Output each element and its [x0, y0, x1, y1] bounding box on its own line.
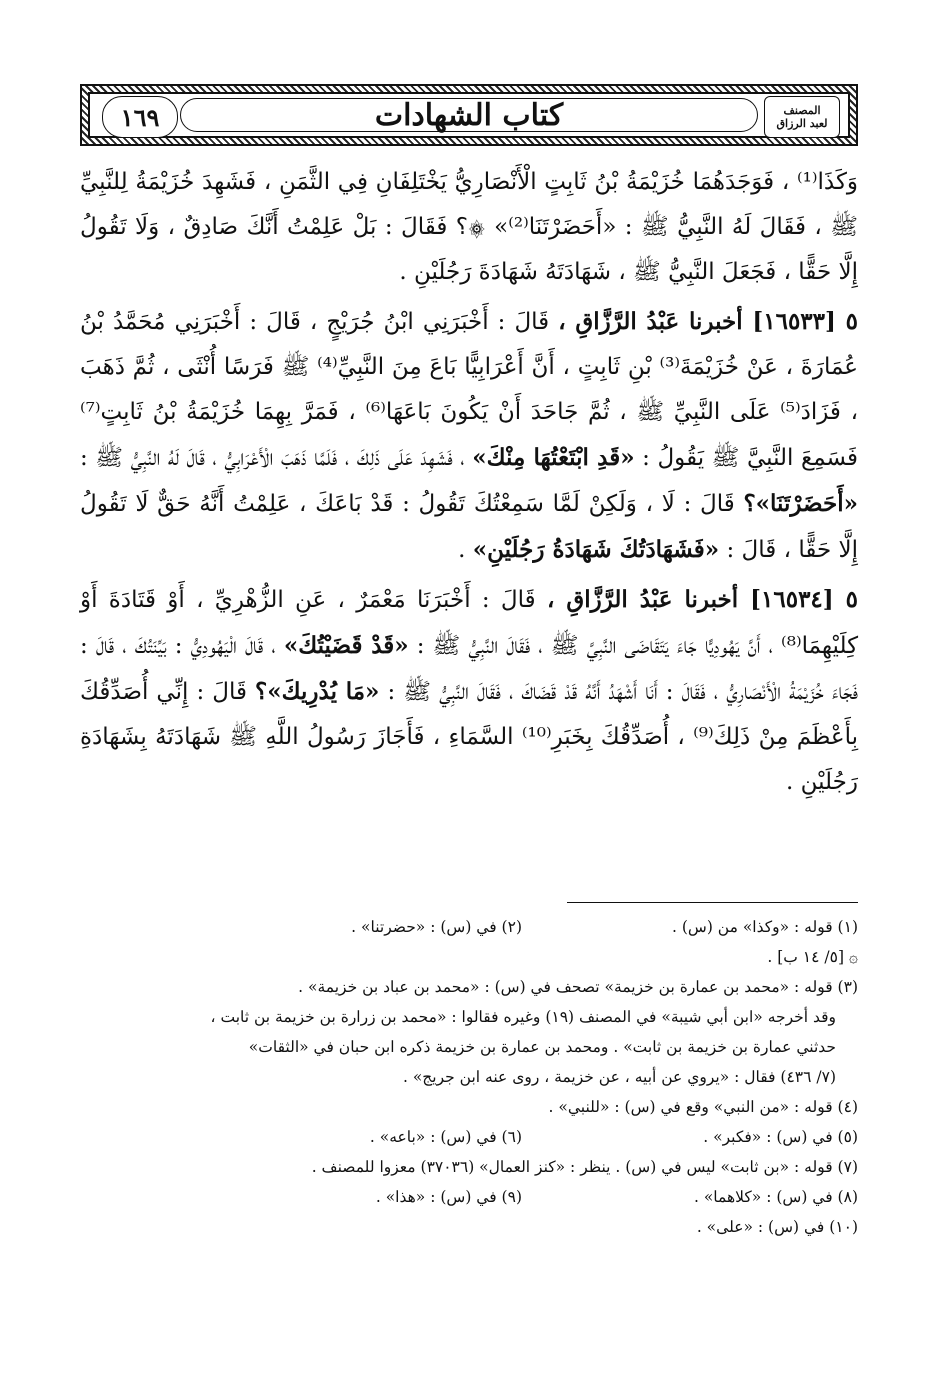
- footnote-3-cont-1: وقد أخرجه «ابن أبي شيبة» في المصنف (١٩) وغيره فقالوا : «محمد بن زرارة بن خزيمة بن ثابت ،: [210, 1008, 836, 1026]
- emblem-line-1: المصنف: [783, 104, 821, 117]
- hadith-16533-quote-2: «أَحَضَرْتَنَا»؟: [743, 490, 858, 517]
- footnote-folio-mark: ۞ [٥/ ١٤ ب] .: [767, 948, 858, 966]
- hadith-16534-quote-2: «مَا يُدْرِيكَ»؟: [255, 678, 380, 705]
- main-text: [80, 160, 858, 809]
- header-inner-border: [88, 92, 850, 138]
- footnote-10: (١٠) في (س) : «على» .: [696, 1218, 858, 1236]
- hadith-16533-quote-3: «فَشَهَادَتُكَ شَهَادَةُ رَجُلَيْنِ»: [472, 536, 720, 563]
- footnote-row-1-2: [180, 912, 858, 942]
- para1-line1: وَكَذَا⁽¹⁾ ، فَوَجَدَهُمَا خُزَيْمَةُ بْنُ ثَابِتٍ الْأَنْصَارِيُّ يَخْتَلِفَانِ فِي الثَّمَنِ ، فَشَهِدَ خُزَيْمَةُ: [135, 169, 859, 195]
- hadith-16533-isnad: ٥ [١٦٥٣٣] أخبرنا عَبْدُ الرَّزَّاقِ ،: [558, 308, 858, 335]
- paragraph-1: [80, 160, 858, 295]
- hadith-16534-isnad: ٥ [١٦٥٣٤] أخبرنا عَبْدُ الرَّزَّاقِ ،: [546, 586, 859, 613]
- footnote-row-8-9: [180, 1182, 858, 1212]
- hadith-16533-text: قَالَ : أَخْبَرَنِي ابْنُ جُرَيْجٍ ، قَالَ : أَخْبَرَنِي مُحَمَّدُ بْنُ عُمَارَةَ ، عَنْ خُزَيْمَةَ⁽³⁾ بْنِ ثَابِتٍ ، أَنَّ أَعْرَابِيًّا بَاعَ مِنَ النَّبِيِّ⁽⁴⁾ ﷺ فَرَسًا أُنْثَى ، ثُمَّ ذَهَبَ ، فَزَادَ⁽⁵⁾ عَلَى النَّبِيِّ ﷺ ، ثُمَّ جَاحَدَ أَنْ يَكُونَ بَاعَهَا⁽⁶⁾ ، فَمَرَّ بِهِمَا خُزَيْمَةُ بْنُ ثَابِتٍ⁽⁷⁾ فَسَمِعَ النَّبِيَّ ﷺ يَقُولُ :: [80, 309, 859, 471]
- footnote-3-cont-3: (٧/ ٤٣٦) فقال : «يروي عن أبيه ، عن خزيمة ، روى عنه ابن جريج» .: [402, 1068, 836, 1086]
- footnote-row-5-6: [180, 1122, 858, 1152]
- hadith-16533-mid-2: قَالَ : لَا ، وَلَكِنْ لَمَّا سَمِعْتُكَ تَقُولُ : قَدْ بَاعَكَ ، عَلِمْتُ أَنَّهُ حَقٌّ لَا تَقُولُ إِلَّا حَقًّا ، قَالَ :: [80, 491, 858, 563]
- hadith-16534-quote-1: «قَدْ قَضَيْتُكَ»: [283, 632, 409, 659]
- footnotes: [180, 912, 858, 1242]
- footnote-8: (٨) في (س) : «كلاهما» .: [693, 1188, 858, 1206]
- hadith-16533-mid: ، فَشَهِدَ عَلَى ذَلِكَ ، فَلَمَّا ذَهَبَ الْأَعْرَابِيُّ ، قَالَ لَهُ النَّبِيُّ ﷺ :: [80, 445, 465, 471]
- footnote-1: (١) قوله : «وكذا» من (س) .: [672, 918, 858, 936]
- page-header-frame: [80, 84, 858, 146]
- para1-line3: وَلَا تَقُولُ إِلَّا حَقًّا ، فَجَعَلَ النَّبِيُّ ﷺ ، شَهَادَتَهُ شَهَادَةَ رَجُلَيْنِ .: [80, 214, 858, 285]
- hadith-16533-quote-1: «قَدِ ابْتَعْتُهَا مِنْكَ»: [472, 444, 635, 471]
- footnote-3: (٣) قوله : «محمد بن عمارة بن خزيمة» تصحف في (س) : «محمد بن عباد بن خزيمة» .: [298, 978, 858, 996]
- page-number-box: [102, 96, 178, 138]
- book-title: كتاب الشهادات: [374, 97, 564, 133]
- footnote-divider: [567, 902, 858, 903]
- hadith-16534-end: قَالَ : إِنِّي أُصَدِّقُكَ بِأَعْظَمَ مِنْ ذَلِكَ⁽⁹⁾ ، أُصَدِّقُكَ بِخَبَرِ⁽¹⁰⁾ السَّمَاءِ ، فَأَجَازَ رَسُولُ اللَّهِ ﷺ شَهَادَتَهُ بِشَهَادَةِ رَجُلَيْنِ .: [80, 679, 859, 795]
- footnote-7: (٧) قوله : «بن ثابت» ليس في (س) . ينظر : «كنز العمال» (٣٧٠٣٦) معزوا للمصنف .: [311, 1158, 858, 1176]
- page-number: ١٦٩: [120, 102, 160, 132]
- title-plaque: [180, 98, 758, 132]
- footnote-9: (٩) في (س) : «هذا» .: [375, 1188, 522, 1206]
- hadith-16534: [80, 577, 858, 805]
- emblem-logo: [764, 96, 840, 138]
- footnote-2: (٢) في (س) : «حضرتنا» .: [351, 918, 522, 936]
- hadith-16533: [80, 299, 858, 573]
- footnote-6: (٦) في (س) : «باعه» .: [369, 1128, 522, 1146]
- footnote-3-cont-2: حدثني عمارة بن خزيمة بن ثابت» . ومحمد بن عمارة بن خزيمة ذكره ابن حبان في «الثقات»: [248, 1038, 836, 1056]
- hadith-16533-end: .: [458, 537, 466, 563]
- emblem-line-2: لعبد الرزاق: [776, 117, 828, 130]
- footnote-4: (٤) قوله : «من النبي» وقع في (س) : «للنبي» .: [548, 1098, 858, 1116]
- hadith-16534-mid: ، قَالَ الْيَهُودِيُّ : بَيِّنَتُكَ ، قَالَ : فَجَاءَ خُزَيْمَةُ الْأَنْصَارِيُّ ، فَقَالَ : أَنَا أَشْهَدُ أَنَّهُ قَدْ قَضَاكَ ، فَقَالَ النَّبِيُّ ﷺ :: [80, 633, 858, 705]
- para1-line2: لِلنَّبِيِّ ﷺ ، فَقَالَ لَهُ النَّبِيُّ ﷺ : «أَحَضَرْتَنَا⁽²⁾» ۞؟ فَقَالَ : بَلْ عَلِمْتُ أَنَّكَ صَادِقٌ ،: [80, 169, 858, 240]
- hadith-16534-text: قَالَ : أَخْبَرَنَا مَعْمَرٌ ، عَنِ الزُّهْرِيِّ ، أَوْ قَتَادَةَ أَوْ كِلَيْهِمَا⁽⁸⁾ ، أَنَّ يَهُودِيًّا جَاءَ يَتَقَاضَى النَّبِيَّ ﷺ ، فَقَالَ النَّبِيُّ ﷺ :: [80, 587, 859, 659]
- footnote-5: (٥) في (س) : «فكبر» .: [703, 1128, 858, 1146]
